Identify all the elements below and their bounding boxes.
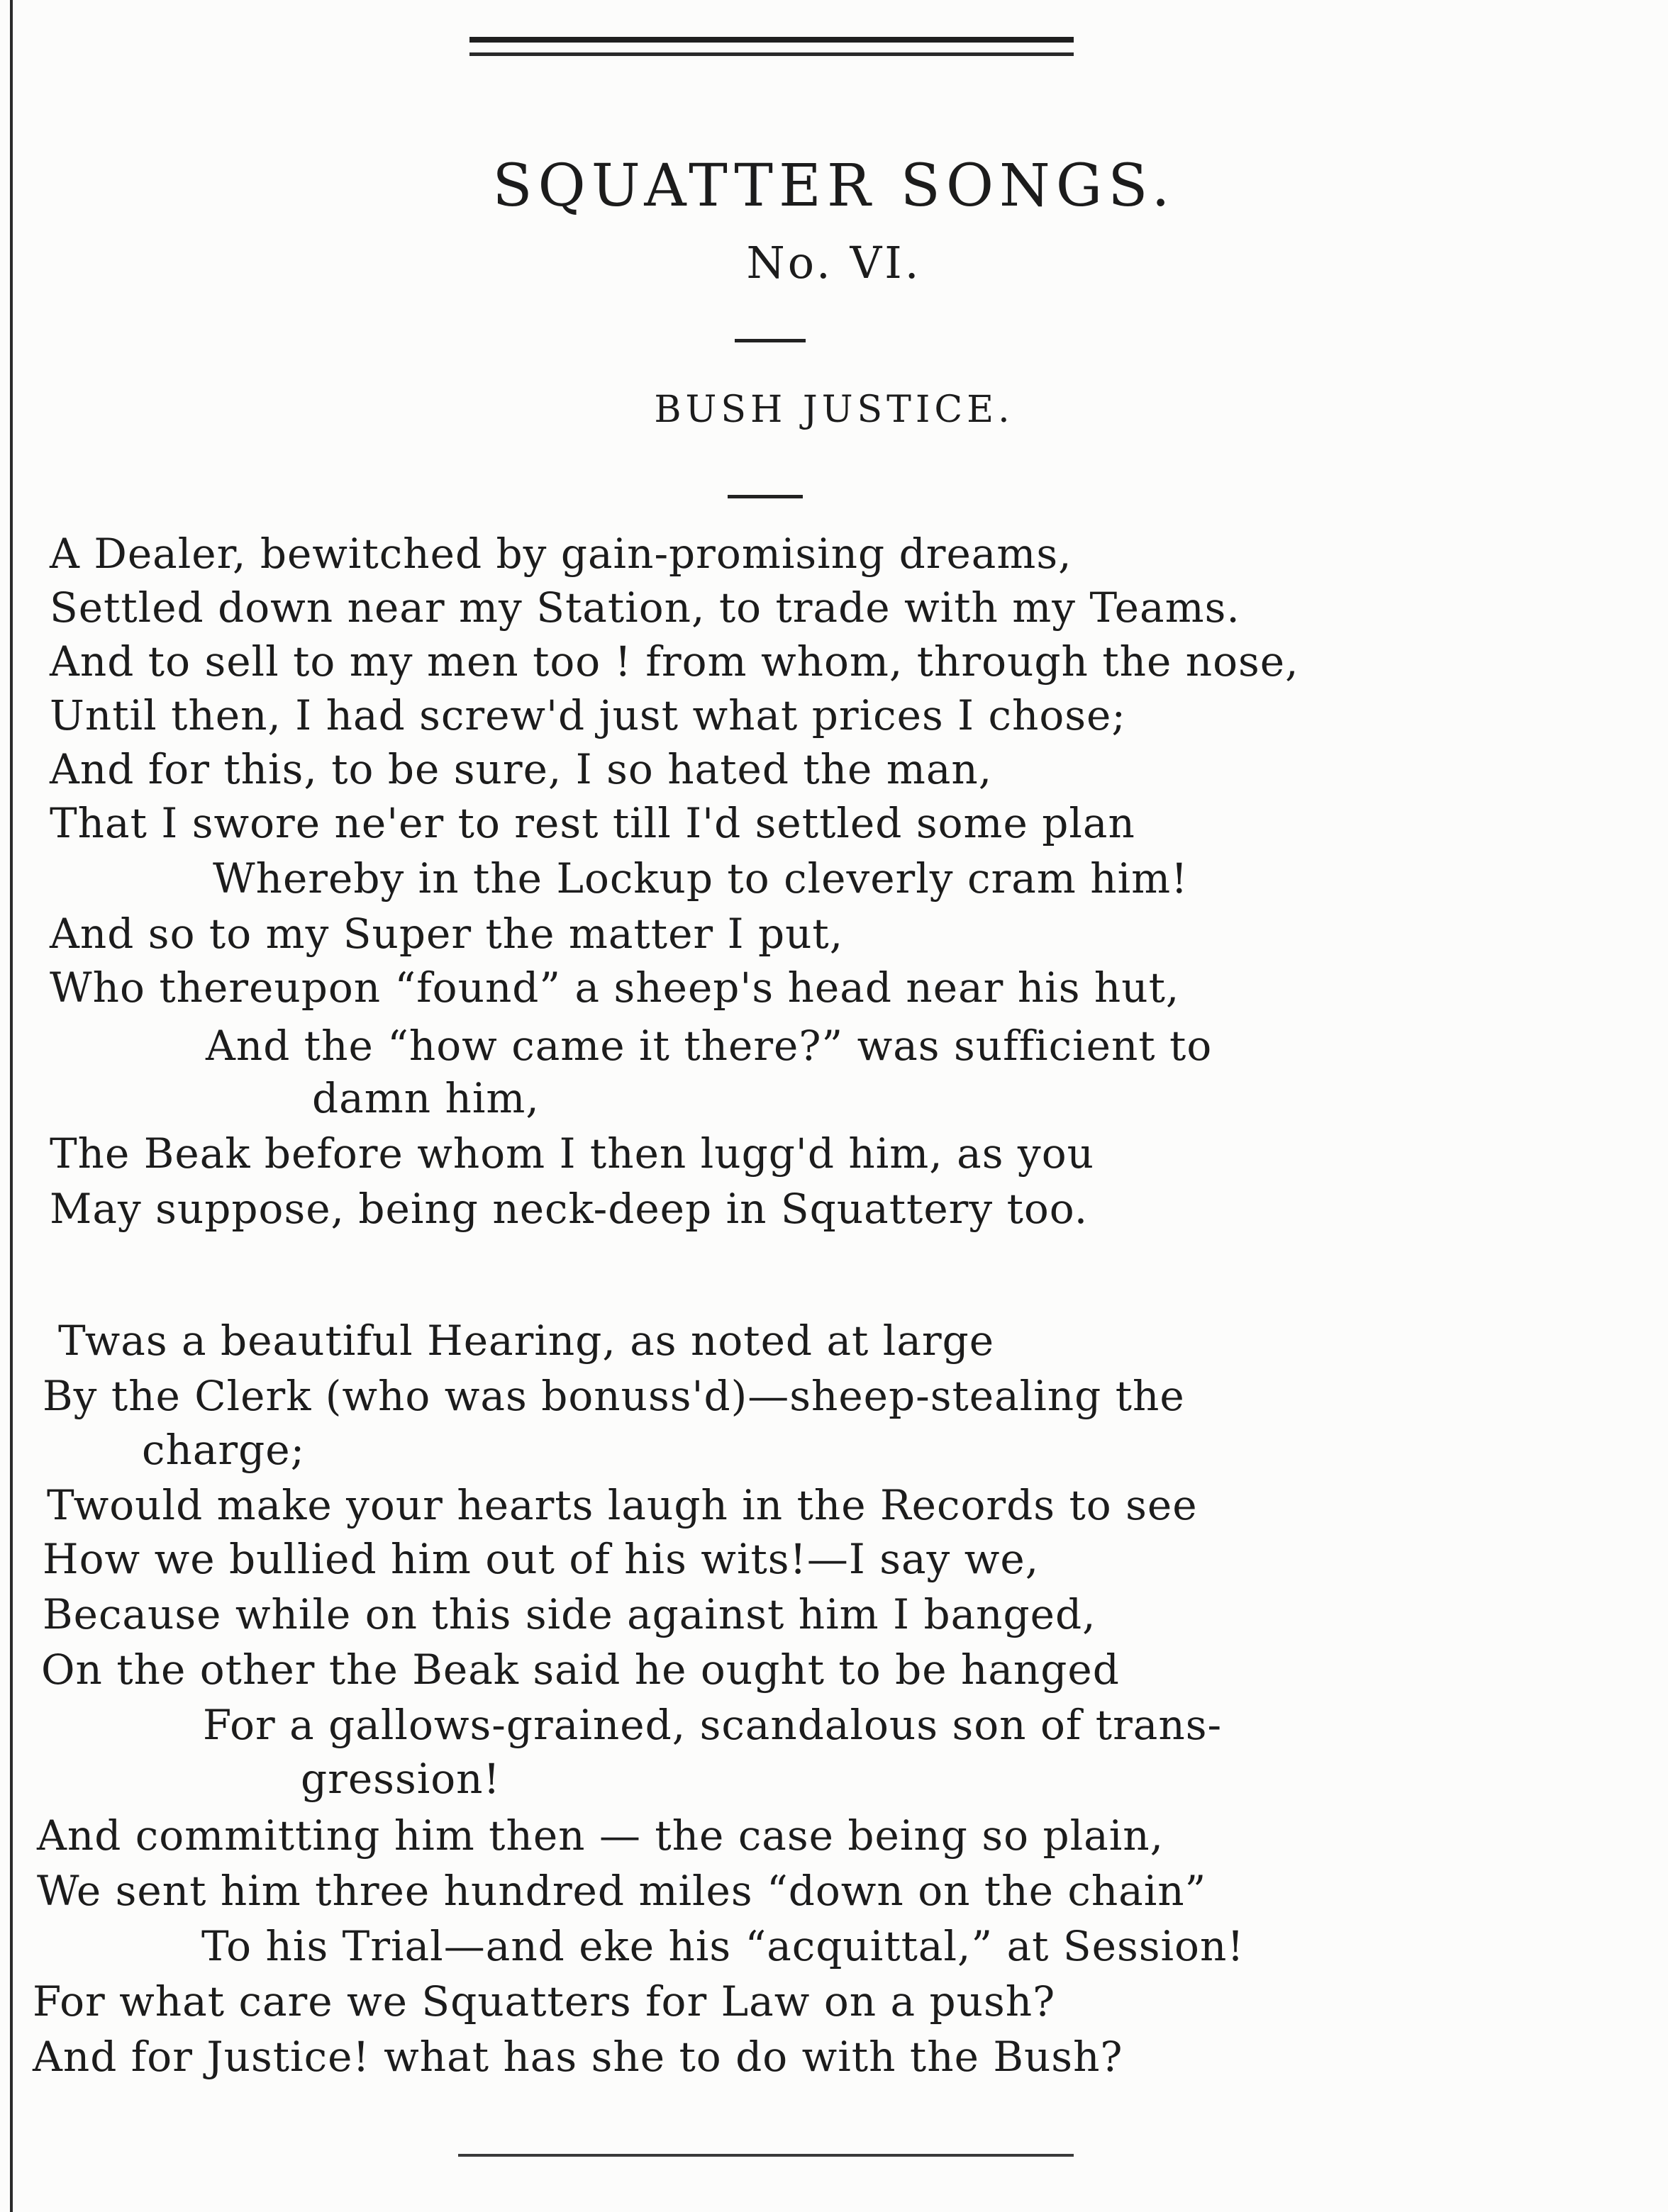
verse-line: Whereby in the Lockup to cleverly cram him! xyxy=(213,854,1189,903)
verse-line: Until then, I had screw'd just what prices I chose; xyxy=(50,691,1126,739)
column-rule xyxy=(10,0,13,2212)
verse-line: And for Justice! what has she to do with the Bush? xyxy=(33,2033,1123,2081)
verse-line: By the Clerk (who was bonuss'd)—sheep-stealing the xyxy=(43,1372,1185,1420)
verse-line: We sent him three hundred miles “down on the chain” xyxy=(37,1867,1207,1915)
verse-line: That I swore ne'er to rest till I'd settled some plan xyxy=(50,799,1135,847)
verse-line: And the “how came it there?” was sufficient to xyxy=(206,1022,1213,1070)
verse-line: Twould make your hearts laugh in the Records to see xyxy=(47,1481,1198,1529)
verse-line: How we bullied him out of his wits!—I say we, xyxy=(43,1535,1040,1583)
verse-line: Who thereupon “found” a sheep's head near his hut, xyxy=(50,963,1180,1012)
bottom-rule xyxy=(458,2154,1074,2157)
verse-line: To his Trial—and eke his “acquittal,” at Session! xyxy=(201,1922,1245,1970)
top-double-rule xyxy=(469,37,1074,43)
verse-line: And so to my Super the matter I put, xyxy=(50,910,844,958)
verse-line: May suppose, being neck-deep in Squattery too. xyxy=(50,1185,1089,1233)
page-title: SQUATTER SONGS. xyxy=(492,152,1176,220)
verse-line: And for this, to be sure, I so hated the man, xyxy=(50,745,993,793)
verse-line: For what care we Squatters for Law on a push? xyxy=(33,1977,1056,2026)
verse-line: And to sell to my men too ! from whom, through the nose, xyxy=(50,637,1299,686)
verse-line: And committing him then — the case being so plain, xyxy=(37,1811,1164,1860)
verse-line: The Beak before whom I then lugg'd him, as you xyxy=(50,1129,1094,1178)
verse-line: A Dealer, bewitched by gain-promising dreams, xyxy=(50,530,1072,578)
song-number: No. VI. xyxy=(746,237,922,289)
verse-line: Because while on this side against him I banged, xyxy=(43,1590,1096,1638)
verse-line: Twas a beautiful Hearing, as noted at large xyxy=(58,1317,995,1365)
poem-title: BUSH JUSTICE. xyxy=(654,389,1014,431)
verse-line: For a gallows-grained, scandalous son of trans- xyxy=(203,1701,1223,1749)
divider-dash xyxy=(728,495,803,498)
top-double-rule-thin xyxy=(469,52,1074,56)
verse-line: On the other the Beak said he ought to be hanged xyxy=(41,1646,1120,1694)
verse-line: charge; xyxy=(142,1426,306,1474)
verse-line: Settled down near my Station, to trade with my Teams. xyxy=(50,583,1240,632)
verse-line: gression! xyxy=(301,1755,501,1803)
divider-dash xyxy=(735,339,806,342)
verse-line: damn him, xyxy=(312,1074,540,1122)
